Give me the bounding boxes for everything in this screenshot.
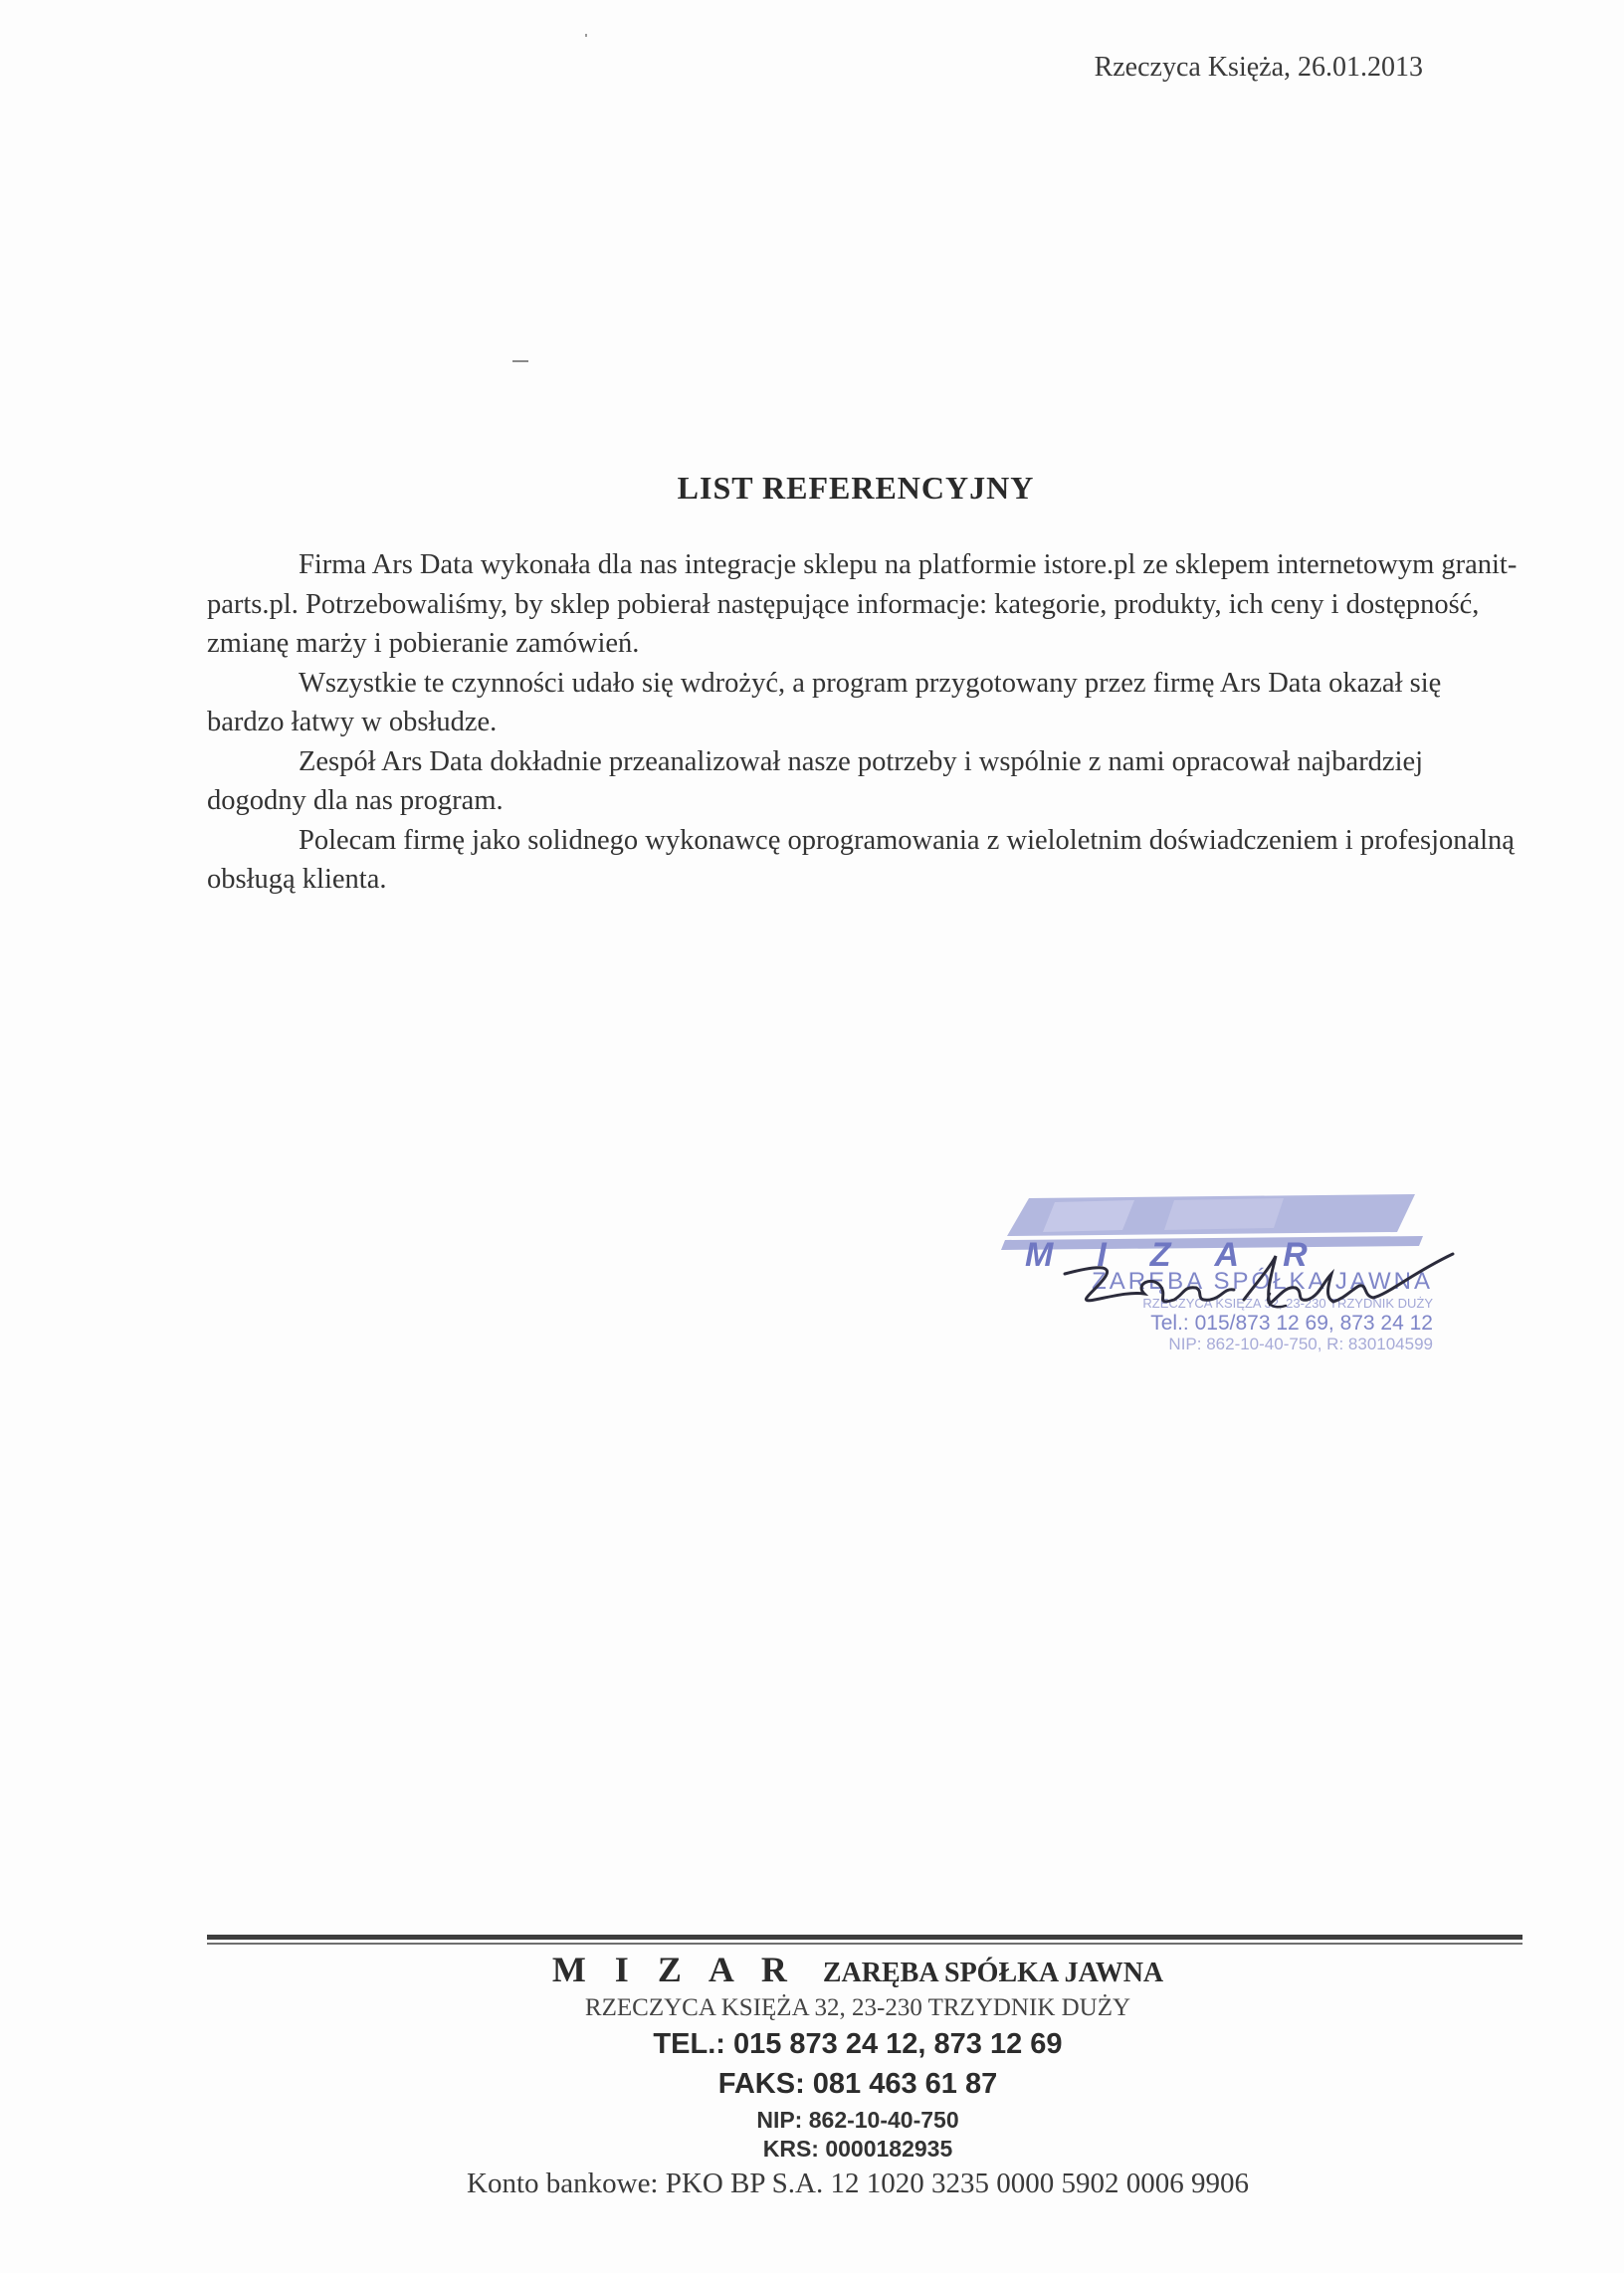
stamp-address-line: RZECZYCA KSIĘŻA 32, 23-230 TRZYDNIK DUŻY bbox=[1142, 1296, 1433, 1311]
letter-paragraph: Firma Ars Data wykonała dla nas integracje sklepu na platformie istore.pl ze sklepem internetowym granit-parts.pl. Potrzebowaliśmy, by sklep pobierał następujące informacje: kategorie, produkty, ich ceny i dostępność, zmianę marży i pobieranie zamówień. bbox=[207, 549, 1518, 659]
scan-speck bbox=[585, 34, 587, 37]
stamp-phone-line: Tel.: 015/873 12 69, 873 24 12 bbox=[1150, 1312, 1433, 1335]
svg-text:MIZAR: MIZAR bbox=[1025, 1236, 1351, 1272]
footer-krs: KRS: 0000182935 bbox=[762, 2136, 953, 2162]
footer-nip: NIP: 862-10-40-750 bbox=[756, 2107, 959, 2133]
footer-brand: M I Z A R bbox=[551, 1950, 797, 1989]
stamp-company-line: ZARĘBA SPÓŁKA JAWNA bbox=[1092, 1268, 1433, 1295]
footer-bank-account: Konto bankowe: PKO BP S.A. 12 1020 3235 0000 5902 0006 9906 bbox=[467, 2168, 1249, 2199]
stamp-nip-line: NIP: 862-10-40-750, R: 830104599 bbox=[1168, 1335, 1433, 1353]
letter-body bbox=[207, 545, 1521, 900]
letter-paragraph: Polecam firmę jako solidnego wykonawcę oprogramowania z wieloletnim doświadczeniem i profesjonalną obsługą klienta. bbox=[207, 824, 1515, 895]
letter-title: LIST REFERENCYJNY bbox=[677, 470, 1035, 506]
scan-speck bbox=[512, 360, 528, 362]
letter-paragraph: Zespół Ars Data dokładnie przeanalizował nasze potrzeby i wspólnie z nami opracował najbardziej dogodny dla nas program. bbox=[207, 745, 1424, 816]
footer-divider bbox=[207, 1935, 1522, 1940]
footer-company-name: ZARĘBA SPÓŁKA JAWNA bbox=[822, 1958, 1164, 1988]
footer-fax: FAKS: 081 463 61 87 bbox=[717, 2068, 998, 2100]
handwritten-signature bbox=[1035, 1234, 1473, 1324]
letter-date: Rzeczyca Księża, 26.01.2013 bbox=[1094, 52, 1423, 83]
footer-company bbox=[259, 1949, 1457, 1990]
footer-address: RZECZYCA KSIĘŻA 32, 23-230 TRZYDNIK DUŻY bbox=[584, 1994, 1131, 2021]
footer-telephone: TEL.: 015 873 24 12, 873 12 69 bbox=[653, 2028, 1063, 2060]
footer-divider-thin bbox=[207, 1943, 1522, 1945]
letter-paragraph: Wszystkie te czynności udało się wdrożyć, a program przygotowany przez firmę Ars Data okazał się bardzo łatwy w obsłudze. bbox=[207, 667, 1442, 737]
